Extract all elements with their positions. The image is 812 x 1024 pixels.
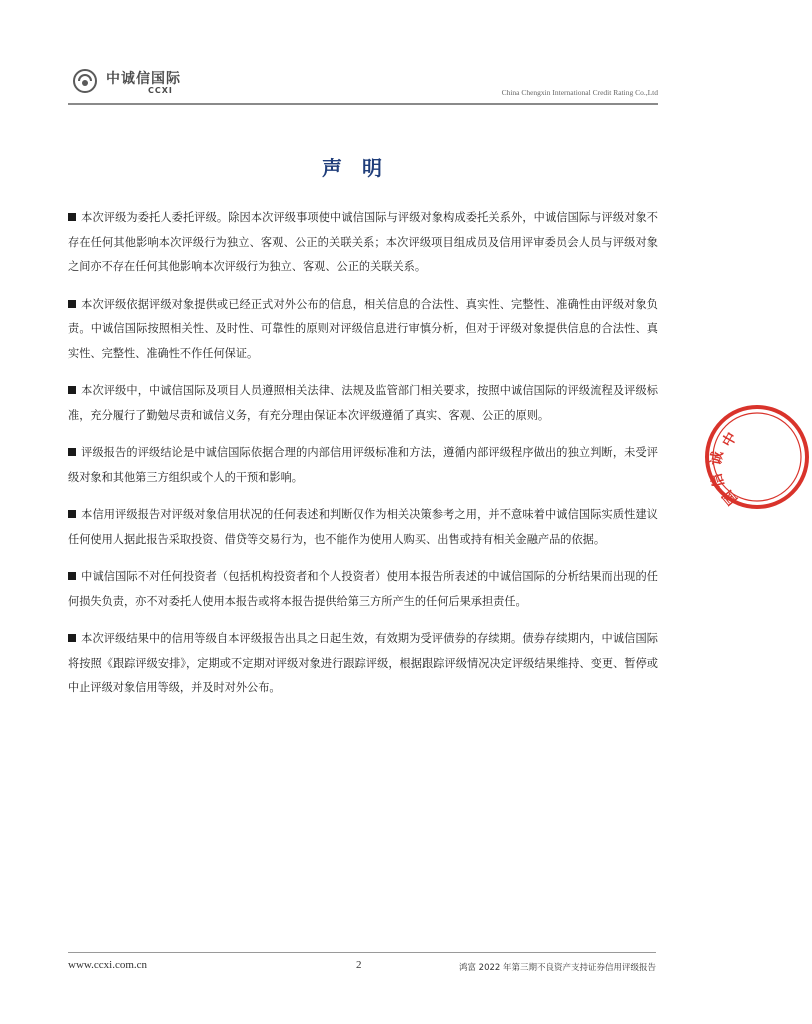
square-bullet-icon — [68, 448, 76, 456]
paragraph-text: 本次评级为委托人委托评级。除因本次评级事项使中诚信国际与评级对象构成委托关系外，中诚信国际与评级对象不存在任何其他影响本次评级行为独立、客观、公正的关联关系；本次评级项目组成员及信用评审委员会人员与评级对象之间亦不存在任何其他影响本次评级行为独立、客观、公正的关联关系。 — [68, 211, 658, 273]
svg-text:信: 信 — [708, 471, 728, 490]
paragraph-text: 本次评级依据评级对象提供或已经正式对外公布的信息，相关信息的合法性、真实性、完整性、准确性由评级对象负责。中诚信国际按照相关性、及时性、可靠性的原则对评级信息进行审慎分析，但对于评级对象提供信息的合法性、真实性、完整性、准确性不作任何保证。 — [68, 297, 658, 360]
statement-paragraph — [68, 565, 658, 614]
statement-body — [68, 206, 658, 714]
company-english-name: China Chengxin International Credit Rating Co.,Ltd — [501, 88, 658, 97]
statement-paragraph — [68, 206, 658, 280]
footer-report-title: 鸿富 2022 年第三期不良资产支持证券信用评级报告 — [458, 963, 656, 973]
paragraph-text: 本次评级结果中的信用等级自本评级报告出具之日起生效，有效期为受评债券的存续期。债券存续期内，中诚信国际将按照《跟踪评级安排》，定期或不定期对评级对象进行跟踪评级，根据跟踪评级情况决定评级结果维持、变更、暂停或中止评级对象信用等级，并及时对外公布。 — [68, 632, 658, 694]
header-divider — [68, 103, 658, 105]
square-bullet-icon — [68, 510, 76, 518]
paragraph-text: 本信用评级报告对评级对象信用状况的任何表述和判断仅作为相关决策参考之用，并不意味着中诚信国际实质性建议任何使用人据此报告采取投资、借贷等交易行为，也不能作为使用人购买、出售或持有相关金融产品的依据。 — [68, 508, 658, 546]
square-bullet-icon — [68, 572, 76, 580]
square-bullet-icon — [68, 300, 76, 308]
statement-paragraph — [68, 627, 658, 701]
paragraph-text: 评级报告的评级结论是中诚信国际依据合理的内部信用评级标准和方法，遵循内部评级程序做出的独立判断，未受评级对象和其他第三方组织或个人的干预和影响。 — [68, 446, 658, 484]
statement-paragraph — [68, 441, 658, 490]
page-title: 声明 — [322, 156, 402, 180]
page-header — [68, 64, 658, 106]
logo-english-abbr: CCXI — [148, 86, 173, 95]
statement-paragraph — [68, 293, 658, 367]
svg-text:国: 国 — [719, 486, 742, 508]
square-bullet-icon — [68, 386, 76, 394]
official-seal-stamp — [702, 402, 812, 512]
square-bullet-icon — [68, 634, 76, 642]
logo-chinese-name: 中诚信国际 — [106, 71, 181, 87]
statement-paragraph — [68, 503, 658, 552]
paragraph-text: 本次评级中，中诚信国际及项目人员遵照相关法律、法规及监管部门相关要求，按照中诚信国际的评级流程及评级标准，充分履行了勤勉尽责和诚信义务，有充分理由保证本次评级遵循了真实、客观、公正的原则。 — [68, 384, 658, 422]
statement-paragraph — [68, 379, 658, 428]
ccxi-logo-icon — [70, 66, 100, 96]
ccxi-logo — [68, 64, 208, 104]
footer-divider — [68, 952, 656, 953]
paragraph-text: 中诚信国际不对任何投资者（包括机构投资者和个人投资者）使用本报告所表述的中诚信国际的分析结果而出现的任何损失负责，亦不对委托人使用本报告或将本报告提供给第三方所产生的任何后果承担责任。 — [68, 570, 658, 608]
svg-text:诚: 诚 — [708, 450, 727, 467]
square-bullet-icon — [68, 213, 76, 221]
svg-text:中: 中 — [719, 429, 741, 450]
page-number: 2 — [356, 959, 362, 971]
footer-website: www.ccxi.com.cn — [68, 959, 148, 971]
